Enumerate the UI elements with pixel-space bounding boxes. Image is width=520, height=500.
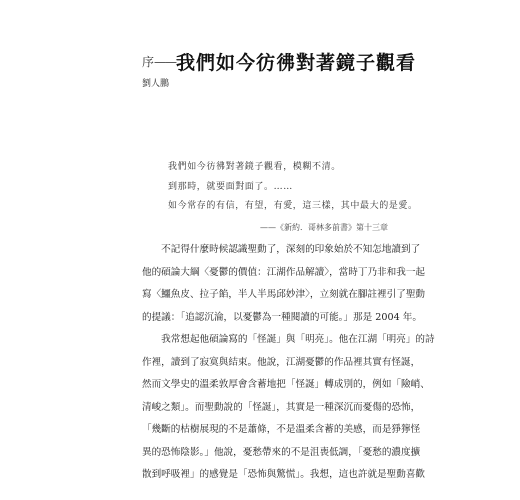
body-line: 的提議：「追認沉淪，以憂鬱為一種閱讀的可能。」那是 2004 年。 xyxy=(142,311,422,323)
epigraph-line: 到那時，就要面對面了。…… xyxy=(168,181,293,192)
author-name: 劉人鵬 xyxy=(142,79,170,89)
epigraph-line: 如今常存的有信，有望，有愛，這三樣，其中最大的是愛。 xyxy=(168,201,418,211)
title-dash: —— xyxy=(154,55,177,69)
body-line: 清峻之類」。而聖動說的「怪誕」，其實是一種深沉而憂傷的恐怖， xyxy=(142,401,421,413)
body-line: 不記得什麼時候認識聖動了，深刻的印象始於不知怎地讀到了 xyxy=(142,244,421,255)
body-line: 他的碩論大綱〈憂鬱的價值：江湖作品解讀〉，當時丁乃非和我一起 xyxy=(142,266,426,278)
body-line: 作裡，讀到了寂寞與結束。他說，江湖憂鬱的作品裡其實有怪誕， xyxy=(142,356,421,368)
preface-label: 序 xyxy=(142,55,155,69)
body-line: 然而文學史的溫柔敦厚會含蓄地把「怪誕」轉成別的，例如「險峭、 xyxy=(142,379,430,390)
epigraph xyxy=(168,158,418,217)
body-line: 「幾斷的枯樹展現的不是蕭條，不是溫柔含蓄的美感，而是猙獰怪 xyxy=(142,424,421,435)
body-line: 散到呼吸裡」的感覺是「恐怖與驚慌」。我想，這也許就是聖動喜歡 xyxy=(142,469,426,480)
chapter-heading xyxy=(142,48,416,75)
body-line: 寫〈鱷魚皮、拉子餡，半人半馬邱妙津〉，立刻就在腳註裡引了聖動 xyxy=(142,289,426,300)
epigraph-line: 我們如今彷彿對著鏡子觀看，模糊不清。 xyxy=(168,162,341,172)
body-text xyxy=(142,239,435,487)
chapter-title: 我們如今彷彿對著鏡子觀看 xyxy=(176,52,417,74)
body-line: 我常想起他碩論寫的「怪誕」與「明亮」。他在江湖「明亮」的詩 xyxy=(142,334,435,345)
body-line: 異的恐怖陰影。」他說，憂愁帶來的不是沮喪低調，「憂愁的濃度擴 xyxy=(142,446,421,458)
epigraph-source: ——《新約．哥林多前書》第十三章 xyxy=(260,223,388,232)
